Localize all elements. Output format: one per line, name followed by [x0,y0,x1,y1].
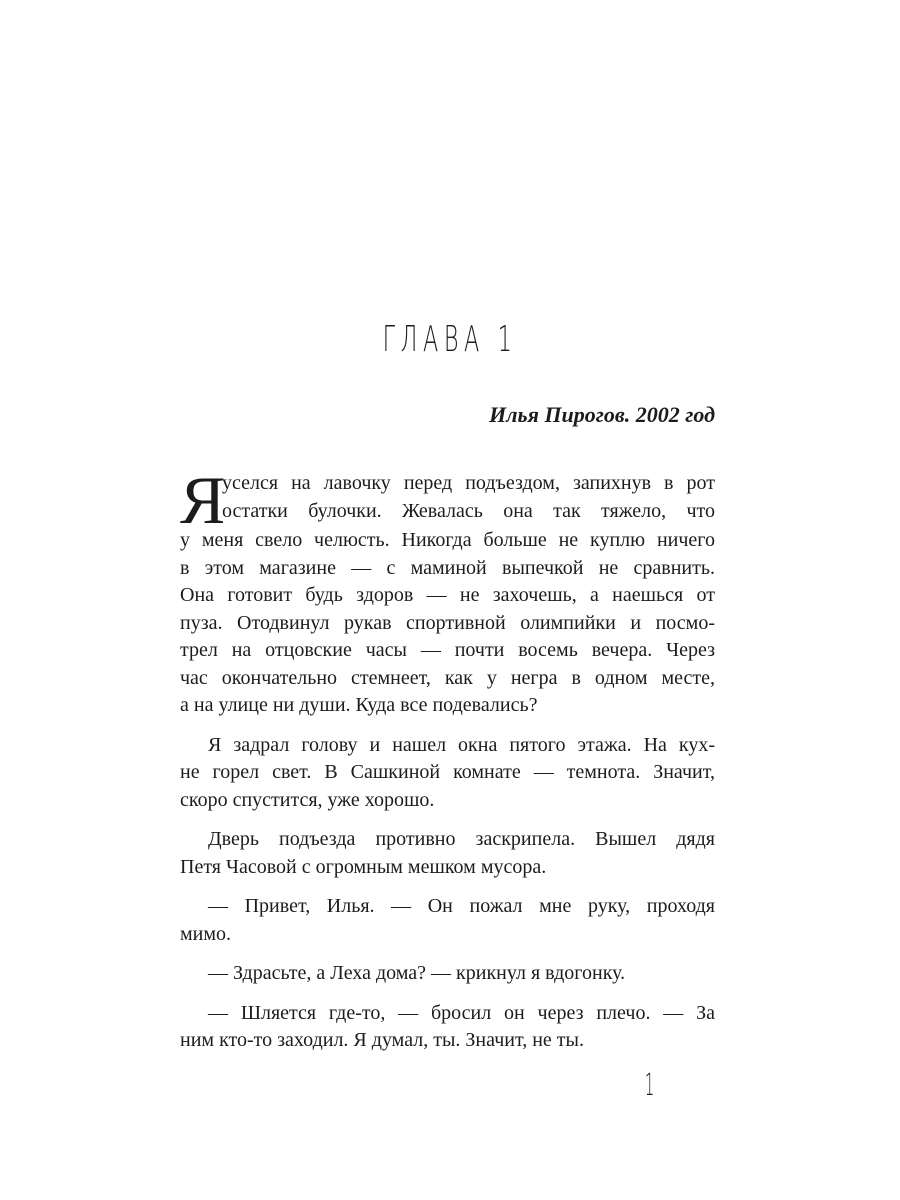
text-line: в этом магазине — с маминой выпечкой не сравнить. [180,556,715,579]
text-line: мимо. [180,922,232,945]
paragraph [180,826,715,881]
chapter-title: ГЛАВА 1 [382,319,518,360]
text-line: уселся на лавочку перед подъездом, запихнув в рот [222,472,715,494]
paragraph [180,960,715,988]
page-number: 1 [644,1068,655,1103]
text-line: — Привет, Илья. — Он пожал мне руку, проходя [208,895,715,917]
text-line: ним кто-то заходил. Я думал, ты. Значит, не ты. [180,1029,584,1051]
text-line: не горел свет. В Сашкиной комнате — темнота. Значит, [180,761,715,783]
paragraph [180,462,715,720]
text-line: а на улице ни души. Куда все подевались? [180,694,538,716]
drop-cap: Я [180,462,226,538]
text-line: скоро спустится, уже хорошо. [180,788,435,811]
text-line: — Здрасьте, а Леха дома? — крикнул я вдогонку. [208,962,626,984]
paragraph [180,893,715,948]
text-line: трел на отцовские часы — почти восемь вечера. Через [180,639,715,661]
text-line: остатки булочки. Жевалась она так тяжело, что [222,499,715,522]
paragraph [180,1000,715,1055]
text-line: час окончательно стемнеет, как у негра в одном месте, [180,666,715,689]
text-line: пуза. Отодвинул рукав спортивной олимпийки и посмо- [180,611,715,634]
text-line: у меня свело челюсть. Никогда больше не куплю ничего [180,529,715,551]
paragraph [180,732,715,815]
text-line: — Шляется где-то, — бросил он через плечо. — За [208,1001,715,1024]
chapter-subtitle: Илья Пирогов. 2002 год [489,402,715,427]
text-line: Я задрал голову и нашел окна пятого этажа. На кух- [208,733,715,756]
text-line: Петя Часовой с огромным мешком мусора. [180,855,547,878]
body-text [180,462,715,1067]
text-line: Дверь подъезда противно заскрипела. Вышел дядя [208,828,715,850]
text-line: Она готовит будь здоров — не захочешь, а наешься от [180,584,715,606]
